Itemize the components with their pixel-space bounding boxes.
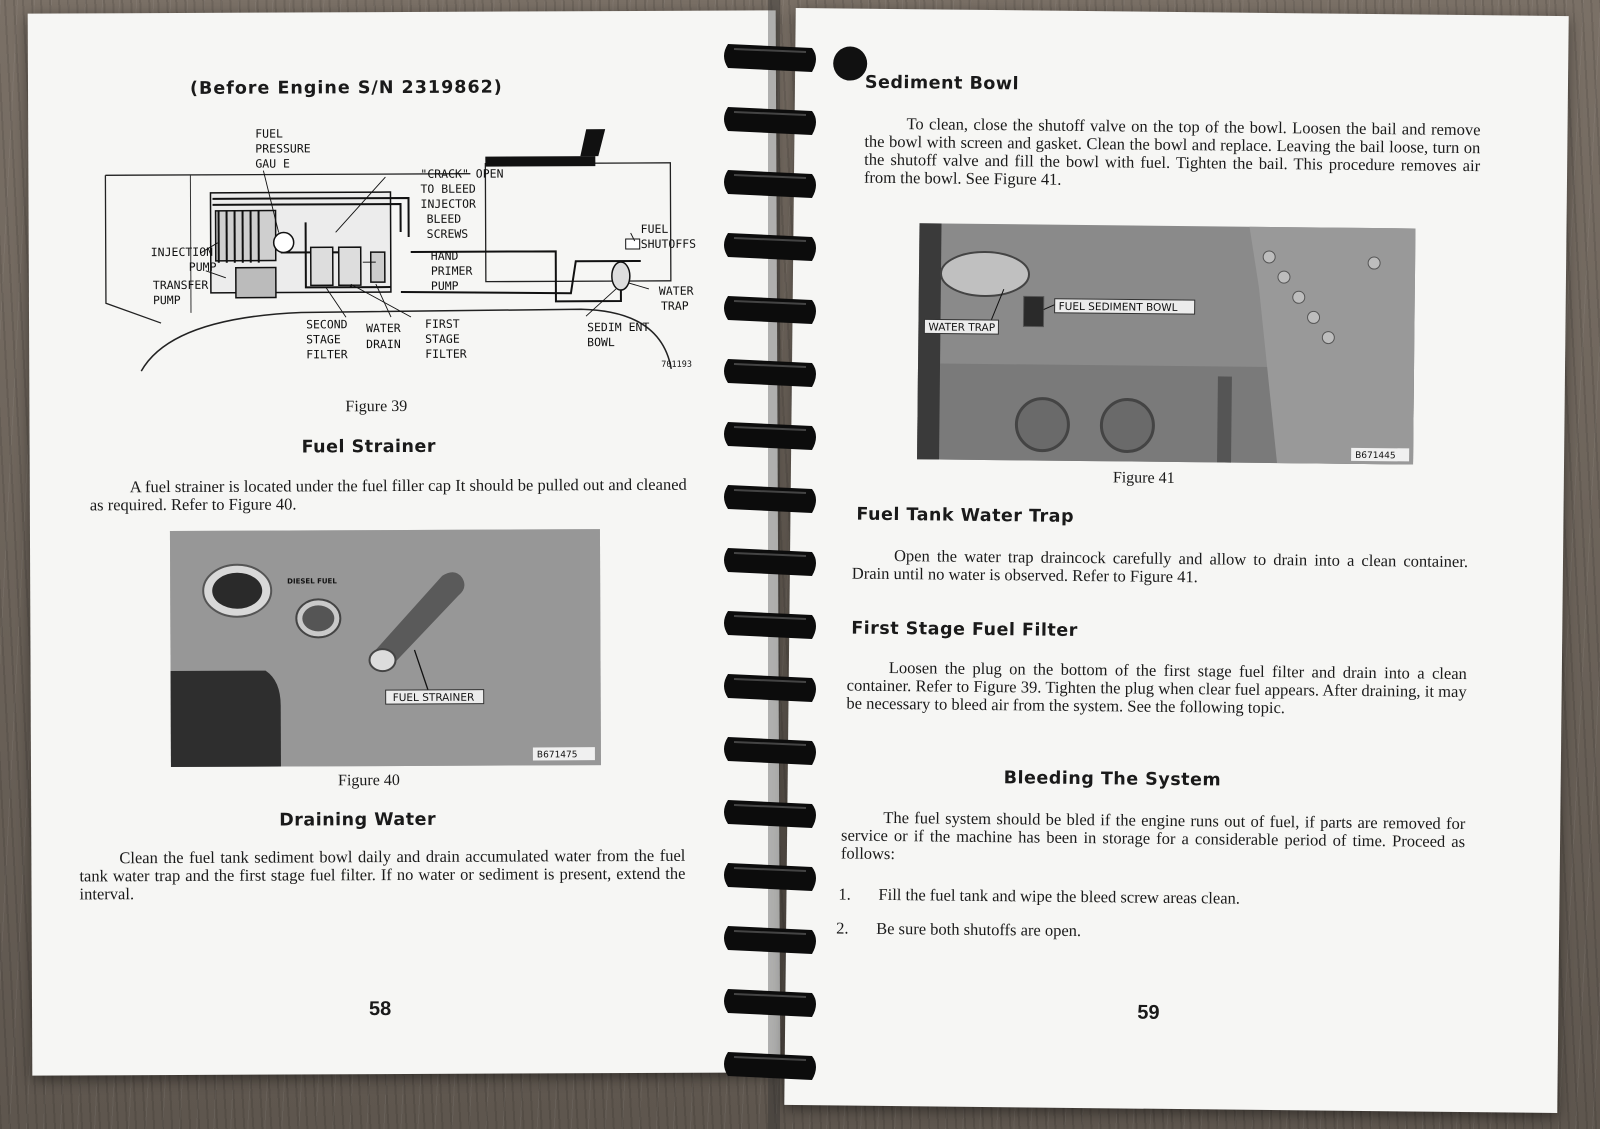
- water-trap-paragraph: Open the water trap draincock carefully and allow to drain into a clean container. Drain until no water is observed. Refer to Figure 41.: [851, 546, 1469, 587]
- bleeding-heading: Bleeding The System: [1003, 768, 1222, 791]
- label-first: FIRST: [425, 316, 460, 331]
- label-injection-pump: PUMP: [188, 259, 217, 274]
- left-page: [28, 10, 781, 1075]
- label-sediment: SEDIM ENT: [587, 319, 650, 335]
- first-stage-heading: First Stage Fuel Filter: [851, 618, 1078, 641]
- first-stage-paragraph: Loosen the plug on the bottom of the first stage fuel filter and drain into a clean container. Refer to Figure 39. Tighten the plug when clear fuel appears. After draining, it may be necessary to bleed air from the system. See the following topic.: [846, 657, 1467, 718]
- fuel-strainer-photo: [170, 529, 601, 767]
- figure-41-caption: Figure 41: [1112, 469, 1175, 487]
- draining-water-heading: Draining Water: [279, 809, 437, 831]
- fuel-strainer-tag: FUEL STRAINER: [392, 691, 475, 705]
- label-fuel-shutoffs-2: SHUTOFFS: [640, 236, 697, 251]
- label-crack-open: "CRACK" OPEN: [420, 166, 504, 181]
- label-water-trap-1: WATER: [658, 283, 694, 298]
- label-transfer: TRANSFER: [152, 277, 209, 293]
- engine-serial-header: (Before Engine S/N 2319862): [189, 77, 503, 99]
- label-water: WATER: [366, 321, 401, 336]
- label-first-filter: FILTER: [425, 346, 467, 361]
- sediment-bowl-photo: [917, 223, 1415, 464]
- diesel-fuel-tag: DIESEL FUEL: [287, 577, 337, 586]
- sediment-bowl-paragraph: To clean, close the shutoff valve on the top of the bowl. Loosen the bail and remove the bowl with screen and gasket. Clean the bowl and replace. Leaving the bail loose, turn on the shutoff valve and fill the bowl with fuel. Tighten the bail. This procedure removes air from the bowl. See Figure 41.: [863, 114, 1481, 189]
- label-second-filter: FILTER: [306, 347, 348, 362]
- photo-41-part-number: B671445: [1355, 450, 1396, 462]
- water-trap-tag: WATER TRAP: [928, 321, 996, 335]
- label-injection: INJECTION: [150, 244, 214, 260]
- step-number: 1.: [838, 884, 851, 904]
- bleeding-paragraph: The fuel system should be bled if the engine runs out of fuel, if parts are removed for service or if the machine has been in storage for a considerable period of time. Proceed as follows:: [840, 807, 1466, 864]
- label-injector: INJECTOR: [420, 196, 476, 211]
- label-drain: DRAIN: [366, 337, 401, 352]
- fuel-strainer-heading: Fuel Strainer: [301, 436, 436, 458]
- sediment-bowl-tag: FUEL SEDIMENT BOWL: [1058, 300, 1178, 314]
- label-primer-pump: PUMP: [430, 278, 459, 293]
- figure-39-caption: Figure 39: [345, 397, 408, 416]
- label-screws: SCREWS: [426, 226, 469, 241]
- right-page: [784, 8, 1568, 1113]
- left-page-number: 58: [368, 998, 392, 1021]
- label-first-stage: STAGE: [425, 331, 460, 346]
- step-text: Be sure both shutoffs are open.: [876, 918, 1082, 941]
- margin-dot-icon: [833, 46, 867, 80]
- label-water-trap-2: TRAP: [660, 298, 689, 313]
- spiral-binding: [720, 0, 830, 1129]
- photo-40-part-number: B671475: [536, 750, 578, 761]
- list-item: [836, 918, 1081, 941]
- sediment-bowl-heading: Sediment Bowl: [864, 72, 1020, 95]
- label-fuel-shutoffs-1: FUEL: [640, 221, 669, 236]
- step-text: Fill the fuel tank and wipe the bleed screw areas clean.: [878, 884, 1241, 908]
- label-transfer-pump: PUMP: [152, 292, 181, 308]
- diagram-part-number: 701193: [661, 359, 692, 370]
- step-number: 2.: [836, 918, 849, 938]
- right-page-number: 59: [1137, 1001, 1160, 1024]
- label-primer: PRIMER: [430, 263, 473, 278]
- label-second-stage: STAGE: [306, 332, 341, 347]
- figure-40-caption: Figure 40: [337, 772, 400, 790]
- list-item: [838, 884, 1240, 908]
- label-fuel: FUEL: [255, 126, 283, 141]
- fuel-system-diagram: [100, 111, 697, 384]
- label-hand: HAND: [430, 248, 459, 263]
- label-gauge: GAU E: [255, 156, 290, 171]
- label-pressure: PRESSURE: [255, 141, 311, 156]
- water-trap-heading: Fuel Tank Water Trap: [856, 504, 1075, 527]
- label-to-bleed: TO BLEED: [420, 181, 476, 196]
- fuel-strainer-paragraph: A fuel strainer is located under the fuel filler cap It should be pulled out and cleaned as required. Refer to Figure 40.: [89, 474, 687, 515]
- label-bowl: BOWL: [587, 335, 615, 350]
- draining-water-paragraph: Clean the fuel tank sediment bowl daily and drain accumulated water from the fuel tank water trap and the first stage fuel filter. If no water or sediment is present, extend the interval.: [79, 845, 686, 904]
- label-second: SECOND: [306, 317, 348, 332]
- label-bleed: BLEED: [426, 211, 462, 226]
